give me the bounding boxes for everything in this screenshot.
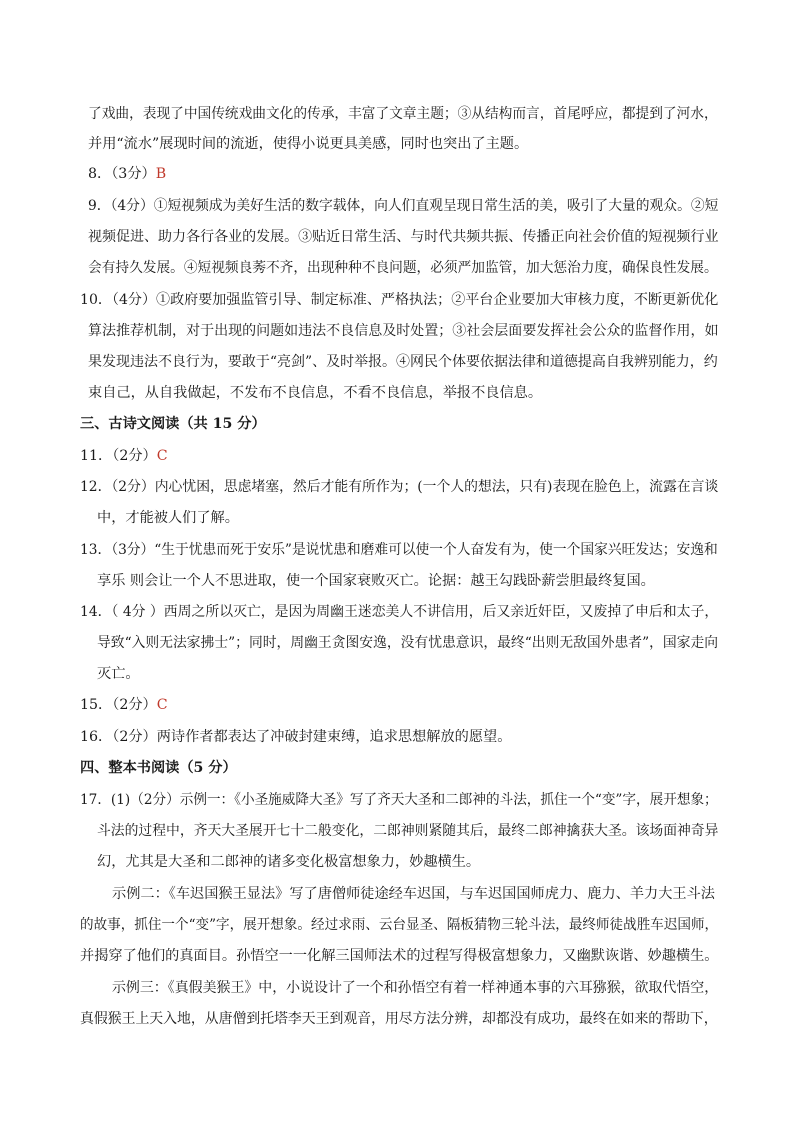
q16-row: [80, 727, 511, 747]
q10-row: [80, 290, 718, 310]
q14-answer-line-1: 西周之所以灭亡，是因为周幽王迷恋美人不讲信用，后又亲近奸臣，又废掉了申后和太子，: [163, 604, 719, 620]
q11-answer: C: [156, 448, 168, 464]
q8-row: [88, 164, 166, 184]
q17-answer-line-5: 的故事，抓住一个“变”字，展开想象。经过求雨、云台显圣、隔板猜物三轮斗法，最终师徒战胜车迟国师，: [80, 917, 719, 933]
q12-number: 12．（2分）: [80, 479, 155, 495]
q14-answer-line-2: 导致“入则无法家拂士”；同时，周幽王贪图安逸，没有忧患意识，最终“出则无敌国外患者”，国家走向: [97, 635, 719, 651]
q17-answer-line-1: 示例一：《小圣施威降大圣》写了齐天大圣和二郎神的斗法，抓住一个“变”字，展开想象；: [179, 792, 718, 808]
q8-answer: B: [155, 166, 167, 182]
section-4-heading: 四、整本书阅读（5 分）: [80, 760, 237, 776]
q7-answer-line-1: 了戏曲，表现了中国传统戏曲文化的传承，丰富了文章主题；③从结构而言，首尾呼应，都提到了河水，: [88, 106, 718, 122]
q11-number: 11．（2分）: [80, 448, 157, 464]
q13-number: 13．（3分）: [80, 542, 155, 558]
q9-number: 9．（4分）: [88, 198, 154, 214]
q14-answer-line-3: 灭亡。: [97, 666, 140, 682]
q17-answer-line-3: 幻，尤其是大圣和二郎神的诸多变化极富想象力，妙趣横生。: [97, 854, 481, 870]
q10-answer-line-4: 束自己，从自我做起，不发布不良信息，不看不良信息，举报不良信息。: [88, 385, 543, 401]
q10-number: 10．（4分）: [80, 292, 157, 308]
q15-number: 15．（2分）: [80, 697, 157, 713]
q15-answer: C: [156, 697, 168, 713]
q9-row: [88, 196, 718, 216]
q16-answer-line-1: 两诗作者都表达了冲破封建束缚，追求思想解放的愿望。: [156, 729, 512, 745]
q17-answer-line-8: 真假猴王上天入地，从唐僧到托塔李天王到观音，用尽方法分辨，却都没有成功，最终在如来的帮助下，: [80, 1011, 718, 1027]
q11-row: [80, 446, 168, 466]
q7-answer-line-2: 并用“流水”展现时间的流逝，使得小说更具美感，同时也突出了主题。: [88, 136, 529, 152]
q17-answer-line-6: 并揭穿了他们的真面目。孙悟空一一化解三国师法术的过程写得极富想象力，又幽默诙谐、妙趣横生。: [80, 948, 719, 964]
q14-row: [80, 602, 718, 622]
q13-answer-line-2: 享乐 则会让一个人不思进取，使一个国家衰败灭亡。论据：越王勾践卧薪尝胆最终复国。: [97, 573, 655, 589]
q10-answer-line-2: 算法推荐机制，对于出现的问题如违法不良信息及时处置；③社会层面要发挥社会公众的监督作用，如: [88, 323, 719, 339]
q10-answer-line-1: ①政府要加强监管引导、制定标准、严格执法；②平台企业要加大审核力度，不断更新优化: [156, 292, 719, 308]
q17-answer-line-2: 斗法的过程中，齐天大圣展开七十二般变化，二郎神则紧随其后，最终二郎神擒获大圣。该场面神奇异: [97, 823, 719, 839]
q13-answer-line-1: “生于忧患而死于安乐”是说忧患和磨难可以使一个人奋发有为，使一个国家兴旺发达；安逸和: [154, 542, 718, 558]
q9-answer-line-3: 会有持久发展。④短视频良莠不齐，出现种种不良问题，必须严加监管，加大惩治力度，确保良性发展。: [88, 260, 718, 276]
q17-row: [80, 790, 718, 810]
q17-number: 17．(1)（2分）: [80, 792, 180, 808]
q16-number: 16．（2分）: [80, 729, 157, 745]
q12-answer-line-1: 内心忧困，思虑堵塞，然后才能有所作为；(一个人的想法，只有)表现在脸色上，流露在言谈: [154, 479, 719, 495]
q10-answer-line-3: 果发现违法不良行为，要敢于“亮剑”、及时举报。④网民个体要依据法律和道德提高自我辨别能力，约: [88, 354, 718, 370]
q15-row: [80, 695, 168, 715]
q12-answer-line-2: 中，才能被人们了解。: [97, 510, 239, 526]
q12-row: [80, 477, 718, 497]
q17-answer-line-4: 示例二：《车迟国猴王显法》写了唐僧师徒途经车迟国，与车迟国国师虎力、鹿力、羊力大王斗法: [112, 886, 715, 902]
q9-answer-line-2: 视频促进、助力各行各业的发展。③贴近日常生活、与时代共频共振、传播正向社会价值的短视频行业: [88, 229, 719, 245]
q17-answer-line-7: 示例三：《真假美猴王》中，小说设计了一个和孙悟空有着一样神通本事的六耳猕猴，欲取代悟空，: [112, 980, 719, 996]
q14-number: 14．（ 4分 ）: [80, 604, 164, 620]
q9-answer-line-1: ①短视频成为美好生活的数字载体，向人们直观呈现日常生活的美，吸引了大量的观众。②短: [153, 198, 719, 214]
section-3-heading: 三、古诗文阅读（共 15 分）: [80, 416, 266, 432]
q8-number: 8．（3分）: [88, 166, 156, 182]
q13-row: [80, 540, 718, 560]
